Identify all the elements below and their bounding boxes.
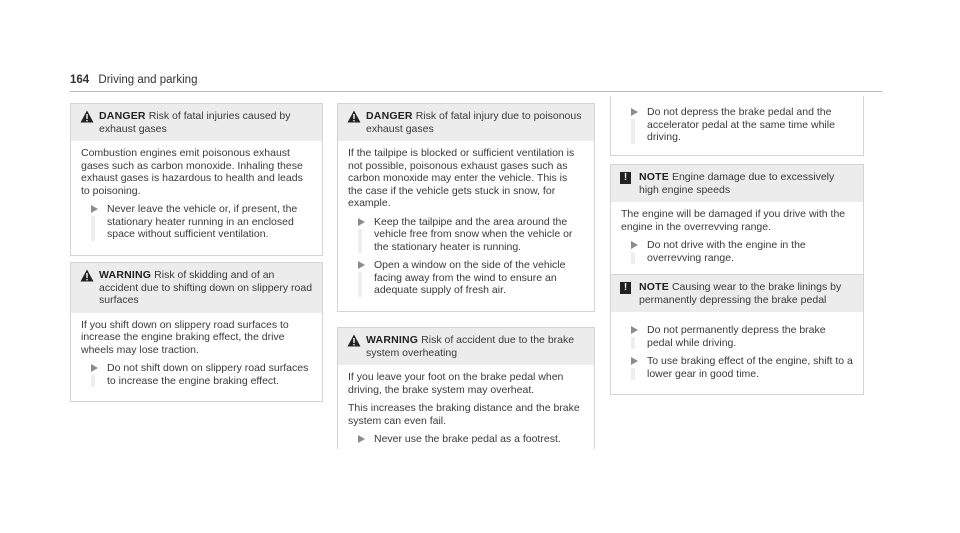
note-box-engine-speed [610, 164, 864, 279]
warning-body: This increases the braking distance and the brake system can even fail. [348, 402, 580, 427]
warning-title: Risk of skidding and of an accident due to shifting down on slippery road surfaces [99, 269, 313, 306]
danger-title: Risk of fatal injuries caused by exhaust gases [99, 110, 291, 135]
instruction-step [348, 216, 584, 254]
section-title: Driving and parking [98, 74, 198, 86]
warning-triangle-icon [347, 334, 361, 347]
note-box-brake-linings [610, 274, 864, 395]
signal-word: WARNING [366, 334, 419, 346]
warning-header [338, 328, 594, 365]
step-arrow-icon [358, 435, 365, 443]
step-text: Open a window on the side of the vehicle facing away from the wind to ensure an adequate supply of fresh air. [374, 259, 566, 296]
note-title: Causing wear to the brake linings by permanently depressing the brake pedal [639, 281, 842, 306]
step-arrow-icon [358, 218, 365, 226]
note-title: Engine damage due to excessively high engine speeds [639, 171, 835, 196]
step-arrow-icon [631, 108, 638, 116]
page-number: 164 [70, 74, 90, 86]
note-exclamation-icon: ! [620, 172, 631, 184]
signal-word: NOTE [639, 171, 669, 183]
warning-box-brake-overheating [337, 327, 595, 449]
instruction-step [81, 203, 312, 241]
step-text: Keep the tailpipe and the area around the vehicle free from snow when the vehicle or the stationary heater is running. [374, 215, 573, 253]
step-text: To use braking effect of the engine, shift to a lower gear in good time. [647, 355, 853, 380]
step-arrow-icon [91, 205, 98, 213]
danger-box-exhaust [70, 103, 323, 256]
danger-title: Risk of fatal injury due to poisonous exhaust gases [366, 110, 582, 135]
step-text: Do not permanently depress the brake pedal while driving. [647, 324, 826, 349]
danger-header [338, 104, 594, 141]
warning-title: Risk of accident due to the brake system overheating [366, 334, 575, 359]
step-arrow-icon [631, 326, 638, 334]
note-header [611, 165, 863, 202]
step-arrow-icon [631, 357, 638, 365]
note-exclamation-icon: ! [620, 282, 631, 294]
step-text: Never leave the vehicle or, if present, the stationary heater running in an enclosed space without sufficient ventilation. [107, 203, 298, 240]
instruction-step [348, 433, 584, 446]
instruction-step [621, 106, 853, 144]
step-text: Never use the brake pedal as a footrest. [374, 433, 561, 445]
danger-box-tailpipe [337, 103, 595, 312]
step-text: Do not depress the brake pedal and the accelerator pedal at the same time while driving. [647, 106, 835, 143]
signal-word: WARNING [99, 269, 152, 281]
instruction-step [81, 362, 312, 387]
warning-header [71, 263, 322, 313]
warning-body: If you shift down on slippery road surfaces to increase the engine braking effect, the drive wheels may lose traction. [81, 318, 289, 356]
signal-word: NOTE [639, 281, 669, 293]
continuation-box [610, 96, 864, 156]
step-arrow-icon [631, 241, 638, 249]
warning-triangle-icon [347, 110, 361, 123]
note-header [611, 275, 863, 312]
step-arrow-icon [91, 364, 98, 372]
step-text: Do not shift down on slippery road surfaces to increase the engine braking effect. [107, 362, 309, 387]
warning-triangle-icon [80, 110, 94, 123]
warning-body: If you leave your foot on the brake pedal when driving, the brake system may overheat. [348, 371, 564, 396]
instruction-step [348, 259, 584, 297]
warning-triangle-icon [80, 269, 94, 282]
instruction-step [621, 324, 853, 349]
header-rule [70, 91, 882, 92]
step-arrow-icon [358, 261, 365, 269]
step-text: Do not drive with the engine in the overrevving range. [647, 239, 806, 264]
danger-header [71, 104, 322, 141]
note-body: The engine will be damaged if you drive with the engine in the overrevving range. [621, 208, 846, 233]
warning-box-skidding [70, 262, 323, 402]
danger-body: If the tailpipe is blocked or sufficient ventilation is not possible, poisonous exhaust gases such as carbon monoxide may enter the vehicle. This is the case if the vehicle gets stuck in snow, for example. [348, 147, 575, 209]
instruction-step [621, 355, 853, 380]
signal-word: DANGER [99, 110, 146, 122]
danger-body: Combustion engines emit poisonous exhaust gases such as carbon monoxide. Inhaling these exhaust gases is hazardous to health and leads to poisoning. [81, 147, 303, 197]
instruction-step [621, 239, 853, 264]
signal-word: DANGER [366, 110, 413, 122]
page-header [70, 74, 197, 86]
